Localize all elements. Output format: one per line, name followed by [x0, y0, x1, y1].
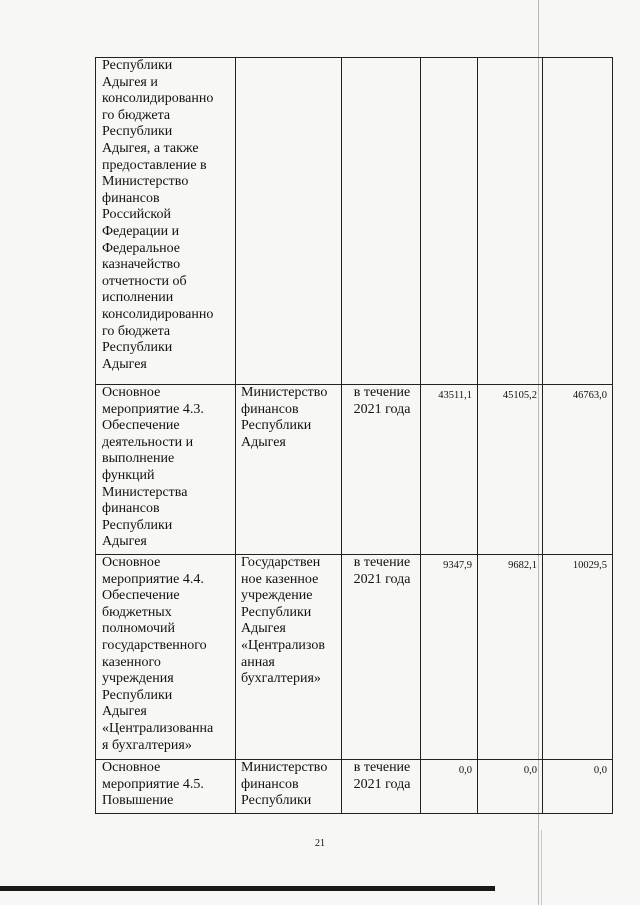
cell-value-3: 0,0 [543, 760, 613, 814]
table-row [96, 760, 613, 814]
cell-executor: Министерство финансов Республики [236, 760, 342, 814]
cell-period: в течение 2021 года [342, 385, 421, 555]
scan-bottom-edge [0, 886, 495, 891]
measures-table [95, 57, 613, 814]
table-row [96, 385, 613, 555]
cell-value-3: 46763,0 [543, 385, 613, 555]
cell-value-1 [421, 58, 478, 385]
cell-executor: Министерство финансов Республики Адыгея [236, 385, 342, 555]
cell-measure-name: Основное мероприятие 4.3. Обеспечение деятельности и выполнение функций Министерства финансов Республики Адыгея [96, 385, 236, 555]
cell-measure-name: Основное мероприятие 4.4. Обеспечение бюджетных полномочий государственного казенного учреждения Республики Адыгея «Централизованна я бухгалтерия» [96, 555, 236, 760]
cell-value-3: 10029,5 [543, 555, 613, 760]
cell-period [342, 58, 421, 385]
cell-value-1: 0,0 [421, 760, 478, 814]
cell-executor [236, 58, 342, 385]
cell-value-2: 9682,1 [478, 555, 543, 760]
page-number: 21 [315, 838, 325, 849]
cell-value-2: 0,0 [478, 760, 543, 814]
cell-period: в течение 2021 года [342, 760, 421, 814]
cell-value-2 [478, 58, 543, 385]
cell-period: в течение 2021 года [342, 555, 421, 760]
cell-value-3 [543, 58, 613, 385]
table-row [96, 555, 613, 760]
cell-value-1: 43511,1 [421, 385, 478, 555]
cell-executor: Государствен ное казенное учреждение Республики Адыгея «Централизов анная бухгалтерия» [236, 555, 342, 760]
cell-measure-name: Основное мероприятие 4.5. Повышение [96, 760, 236, 814]
cell-measure-name: Республики Адыгея и консолидированно го бюджета Республики Адыгея, а также предоставление в Министерство финансов Российской Федерации и Федеральное казначейство отчетности об исполнении консолидированно го бюджета Республики Адыгея [96, 58, 236, 385]
cell-value-1: 9347,9 [421, 555, 478, 760]
table-row [96, 58, 613, 385]
cell-value-2: 45105,2 [478, 385, 543, 555]
